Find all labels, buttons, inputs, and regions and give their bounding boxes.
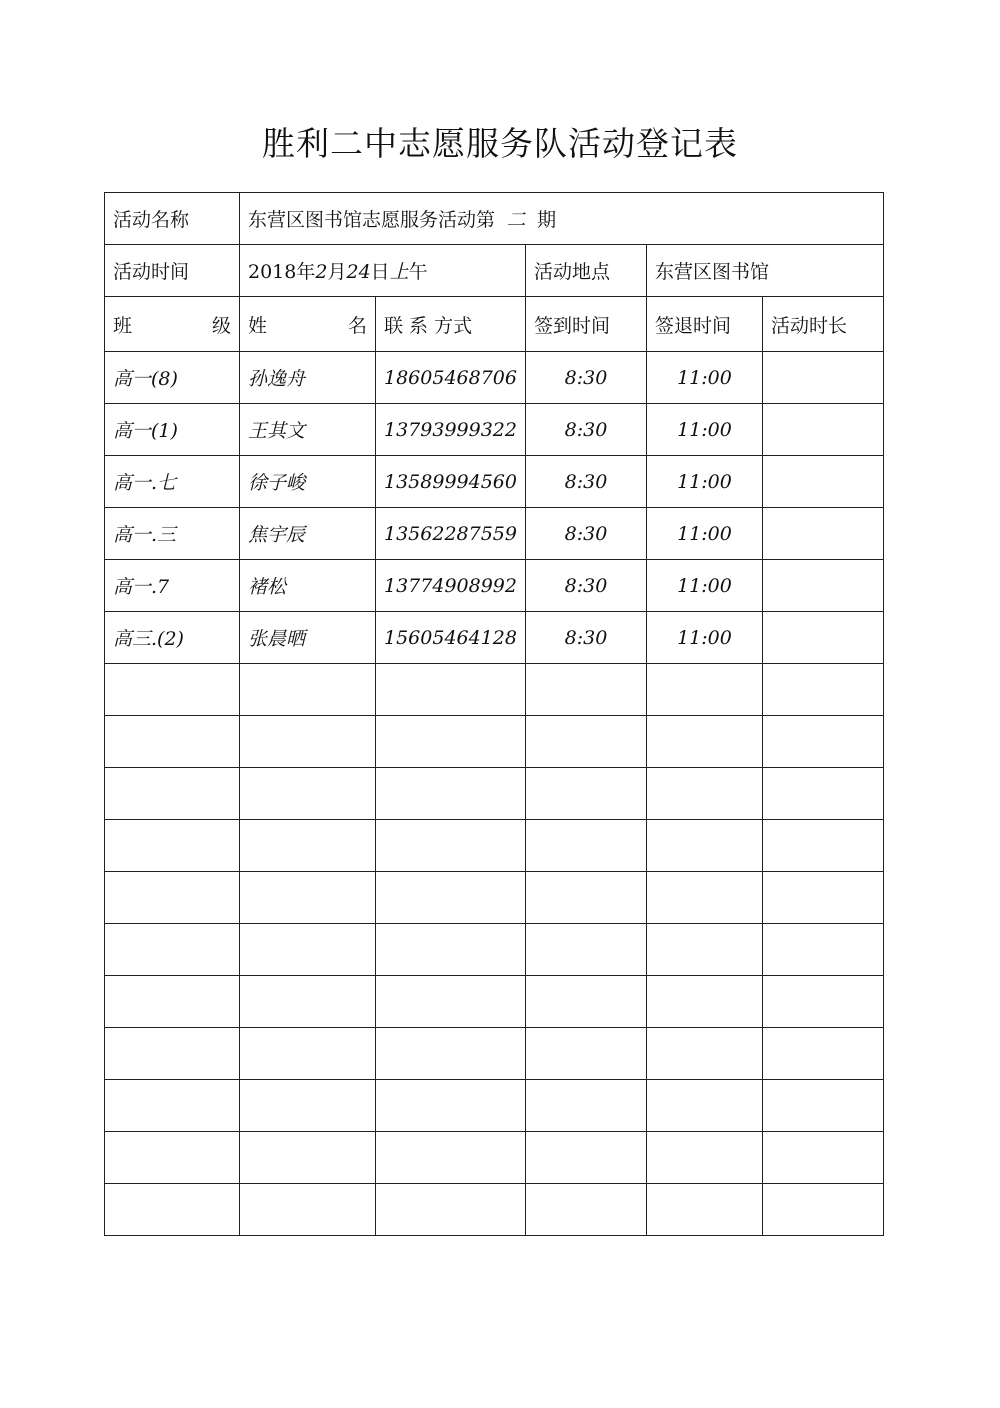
table-row xyxy=(105,976,884,1028)
cell-duration xyxy=(762,924,883,976)
table-row xyxy=(105,820,884,872)
table-row xyxy=(105,1184,884,1236)
cell-name xyxy=(240,716,376,768)
cell-class: 高三.(2) xyxy=(105,612,240,664)
cell-class xyxy=(105,1028,240,1080)
cell-class xyxy=(105,820,240,872)
cell-phone: 15605464128 xyxy=(376,612,526,664)
cell-checkout xyxy=(646,924,762,976)
cell-phone: 13774908992 xyxy=(376,560,526,612)
cell-class xyxy=(105,976,240,1028)
cell-name xyxy=(240,1132,376,1184)
table-body xyxy=(105,352,884,1236)
cell-duration xyxy=(762,664,883,716)
activity-name-label: 活动名称 xyxy=(105,193,240,245)
cell-name: 褚松 xyxy=(240,560,376,612)
cell-name xyxy=(240,768,376,820)
cell-phone xyxy=(376,924,526,976)
table-row xyxy=(105,716,884,768)
cell-phone xyxy=(376,820,526,872)
cell-class xyxy=(105,1132,240,1184)
day-unit: 日 xyxy=(370,261,390,283)
header-checkin: 签到时间 xyxy=(525,297,646,352)
activity-location-value: 东营区图书馆 xyxy=(646,245,883,297)
table-row xyxy=(105,612,884,664)
cell-class: 高一.七 xyxy=(105,456,240,508)
cell-name xyxy=(240,1028,376,1080)
activity-month: 2 xyxy=(315,261,328,283)
cell-duration xyxy=(762,820,883,872)
table-row xyxy=(105,456,884,508)
cell-checkin: 8:30 xyxy=(525,404,646,456)
month-unit: 月 xyxy=(327,261,347,283)
cell-checkin: 8:30 xyxy=(525,456,646,508)
cell-duration xyxy=(762,872,883,924)
table-row xyxy=(105,352,884,404)
cell-duration xyxy=(762,508,883,560)
activity-period: 上 xyxy=(389,261,409,283)
cell-checkin: 8:30 xyxy=(525,612,646,664)
cell-name xyxy=(240,872,376,924)
activity-day: 24 xyxy=(346,261,371,283)
cell-checkin xyxy=(525,768,646,820)
cell-phone xyxy=(376,1080,526,1132)
cell-phone xyxy=(376,1184,526,1236)
cell-checkin xyxy=(525,1132,646,1184)
cell-class xyxy=(105,664,240,716)
activity-time-row xyxy=(105,245,884,297)
cell-checkout xyxy=(646,664,762,716)
cell-duration xyxy=(762,612,883,664)
cell-name xyxy=(240,820,376,872)
header-name: 姓 名 xyxy=(240,297,376,352)
cell-class xyxy=(105,872,240,924)
cell-phone xyxy=(376,768,526,820)
cell-checkout xyxy=(646,716,762,768)
cell-duration xyxy=(762,560,883,612)
cell-duration xyxy=(762,716,883,768)
header-class: 班 级 xyxy=(105,297,240,352)
cell-name xyxy=(240,976,376,1028)
cell-name xyxy=(240,1080,376,1132)
activity-name-prefix: 东营区图书馆志愿服务活动第 xyxy=(248,209,496,231)
table-row xyxy=(105,768,884,820)
cell-checkout xyxy=(646,872,762,924)
cell-duration xyxy=(762,1028,883,1080)
cell-phone xyxy=(376,664,526,716)
activity-time-value xyxy=(240,245,526,297)
cell-class xyxy=(105,924,240,976)
table-row xyxy=(105,1132,884,1184)
cell-checkout xyxy=(646,1028,762,1080)
cell-checkin xyxy=(525,1028,646,1080)
activity-issue-number: 二 xyxy=(506,209,526,231)
cell-checkout xyxy=(646,1132,762,1184)
cell-phone: 13562287559 xyxy=(376,508,526,560)
cell-phone xyxy=(376,716,526,768)
cell-checkin xyxy=(525,976,646,1028)
cell-name xyxy=(240,924,376,976)
cell-duration xyxy=(762,456,883,508)
cell-checkout: 11:00 xyxy=(646,560,762,612)
column-header-row xyxy=(105,297,884,352)
activity-issue-suffix: 期 xyxy=(537,209,557,231)
cell-class xyxy=(105,768,240,820)
cell-checkin xyxy=(525,872,646,924)
cell-checkout: 11:00 xyxy=(646,508,762,560)
cell-checkin: 8:30 xyxy=(525,352,646,404)
cell-name: 孙逸舟 xyxy=(240,352,376,404)
cell-phone: 13793999322 xyxy=(376,404,526,456)
cell-phone xyxy=(376,872,526,924)
cell-checkin xyxy=(525,1080,646,1132)
table-row xyxy=(105,1080,884,1132)
table-row xyxy=(105,924,884,976)
cell-class xyxy=(105,1080,240,1132)
cell-name: 徐子峻 xyxy=(240,456,376,508)
cell-checkin: 8:30 xyxy=(525,508,646,560)
cell-checkin xyxy=(525,820,646,872)
cell-class: 高一.7 xyxy=(105,560,240,612)
cell-checkout: 11:00 xyxy=(646,612,762,664)
table-row xyxy=(105,664,884,716)
cell-checkout: 11:00 xyxy=(646,404,762,456)
activity-year: 2018 xyxy=(248,261,297,283)
cell-class: 高一(1) xyxy=(105,404,240,456)
cell-checkout xyxy=(646,1080,762,1132)
cell-checkin xyxy=(525,924,646,976)
cell-duration xyxy=(762,976,883,1028)
page-title: 胜利二中志愿服务队活动登记表 xyxy=(262,124,738,163)
year-unit: 年 xyxy=(296,261,316,283)
table-row xyxy=(105,508,884,560)
cell-name: 张晨晒 xyxy=(240,612,376,664)
cell-phone xyxy=(376,976,526,1028)
cell-checkout xyxy=(646,820,762,872)
cell-checkout xyxy=(646,1184,762,1236)
table-row xyxy=(105,404,884,456)
activity-name-value xyxy=(240,193,884,245)
cell-checkin xyxy=(525,1184,646,1236)
cell-duration xyxy=(762,768,883,820)
activity-registration-table xyxy=(104,192,884,1236)
cell-duration xyxy=(762,404,883,456)
cell-checkout: 11:00 xyxy=(646,352,762,404)
cell-checkout xyxy=(646,768,762,820)
cell-duration xyxy=(762,1080,883,1132)
cell-checkin xyxy=(525,664,646,716)
cell-checkout: 11:00 xyxy=(646,456,762,508)
header-checkout: 签退时间 xyxy=(646,297,762,352)
cell-class xyxy=(105,716,240,768)
cell-phone: 13589994560 xyxy=(376,456,526,508)
cell-class: 高一(8) xyxy=(105,352,240,404)
header-contact: 联 系 方式 xyxy=(376,297,526,352)
activity-name-row xyxy=(105,193,884,245)
cell-duration xyxy=(762,352,883,404)
period-unit: 午 xyxy=(408,261,428,283)
cell-phone xyxy=(376,1028,526,1080)
table-row xyxy=(105,872,884,924)
cell-phone xyxy=(376,1132,526,1184)
cell-checkin xyxy=(525,716,646,768)
cell-name: 王其文 xyxy=(240,404,376,456)
cell-duration xyxy=(762,1184,883,1236)
header-duration: 活动时长 xyxy=(762,297,883,352)
cell-name xyxy=(240,1184,376,1236)
cell-checkout xyxy=(646,976,762,1028)
cell-name xyxy=(240,664,376,716)
cell-duration xyxy=(762,1132,883,1184)
cell-name: 焦宇辰 xyxy=(240,508,376,560)
cell-class xyxy=(105,1184,240,1236)
cell-checkin: 8:30 xyxy=(525,560,646,612)
table-row xyxy=(105,1028,884,1080)
cell-phone: 18605468706 xyxy=(376,352,526,404)
cell-class: 高一.三 xyxy=(105,508,240,560)
table-row xyxy=(105,560,884,612)
activity-time-label: 活动时间 xyxy=(105,245,240,297)
activity-location-label: 活动地点 xyxy=(525,245,646,297)
